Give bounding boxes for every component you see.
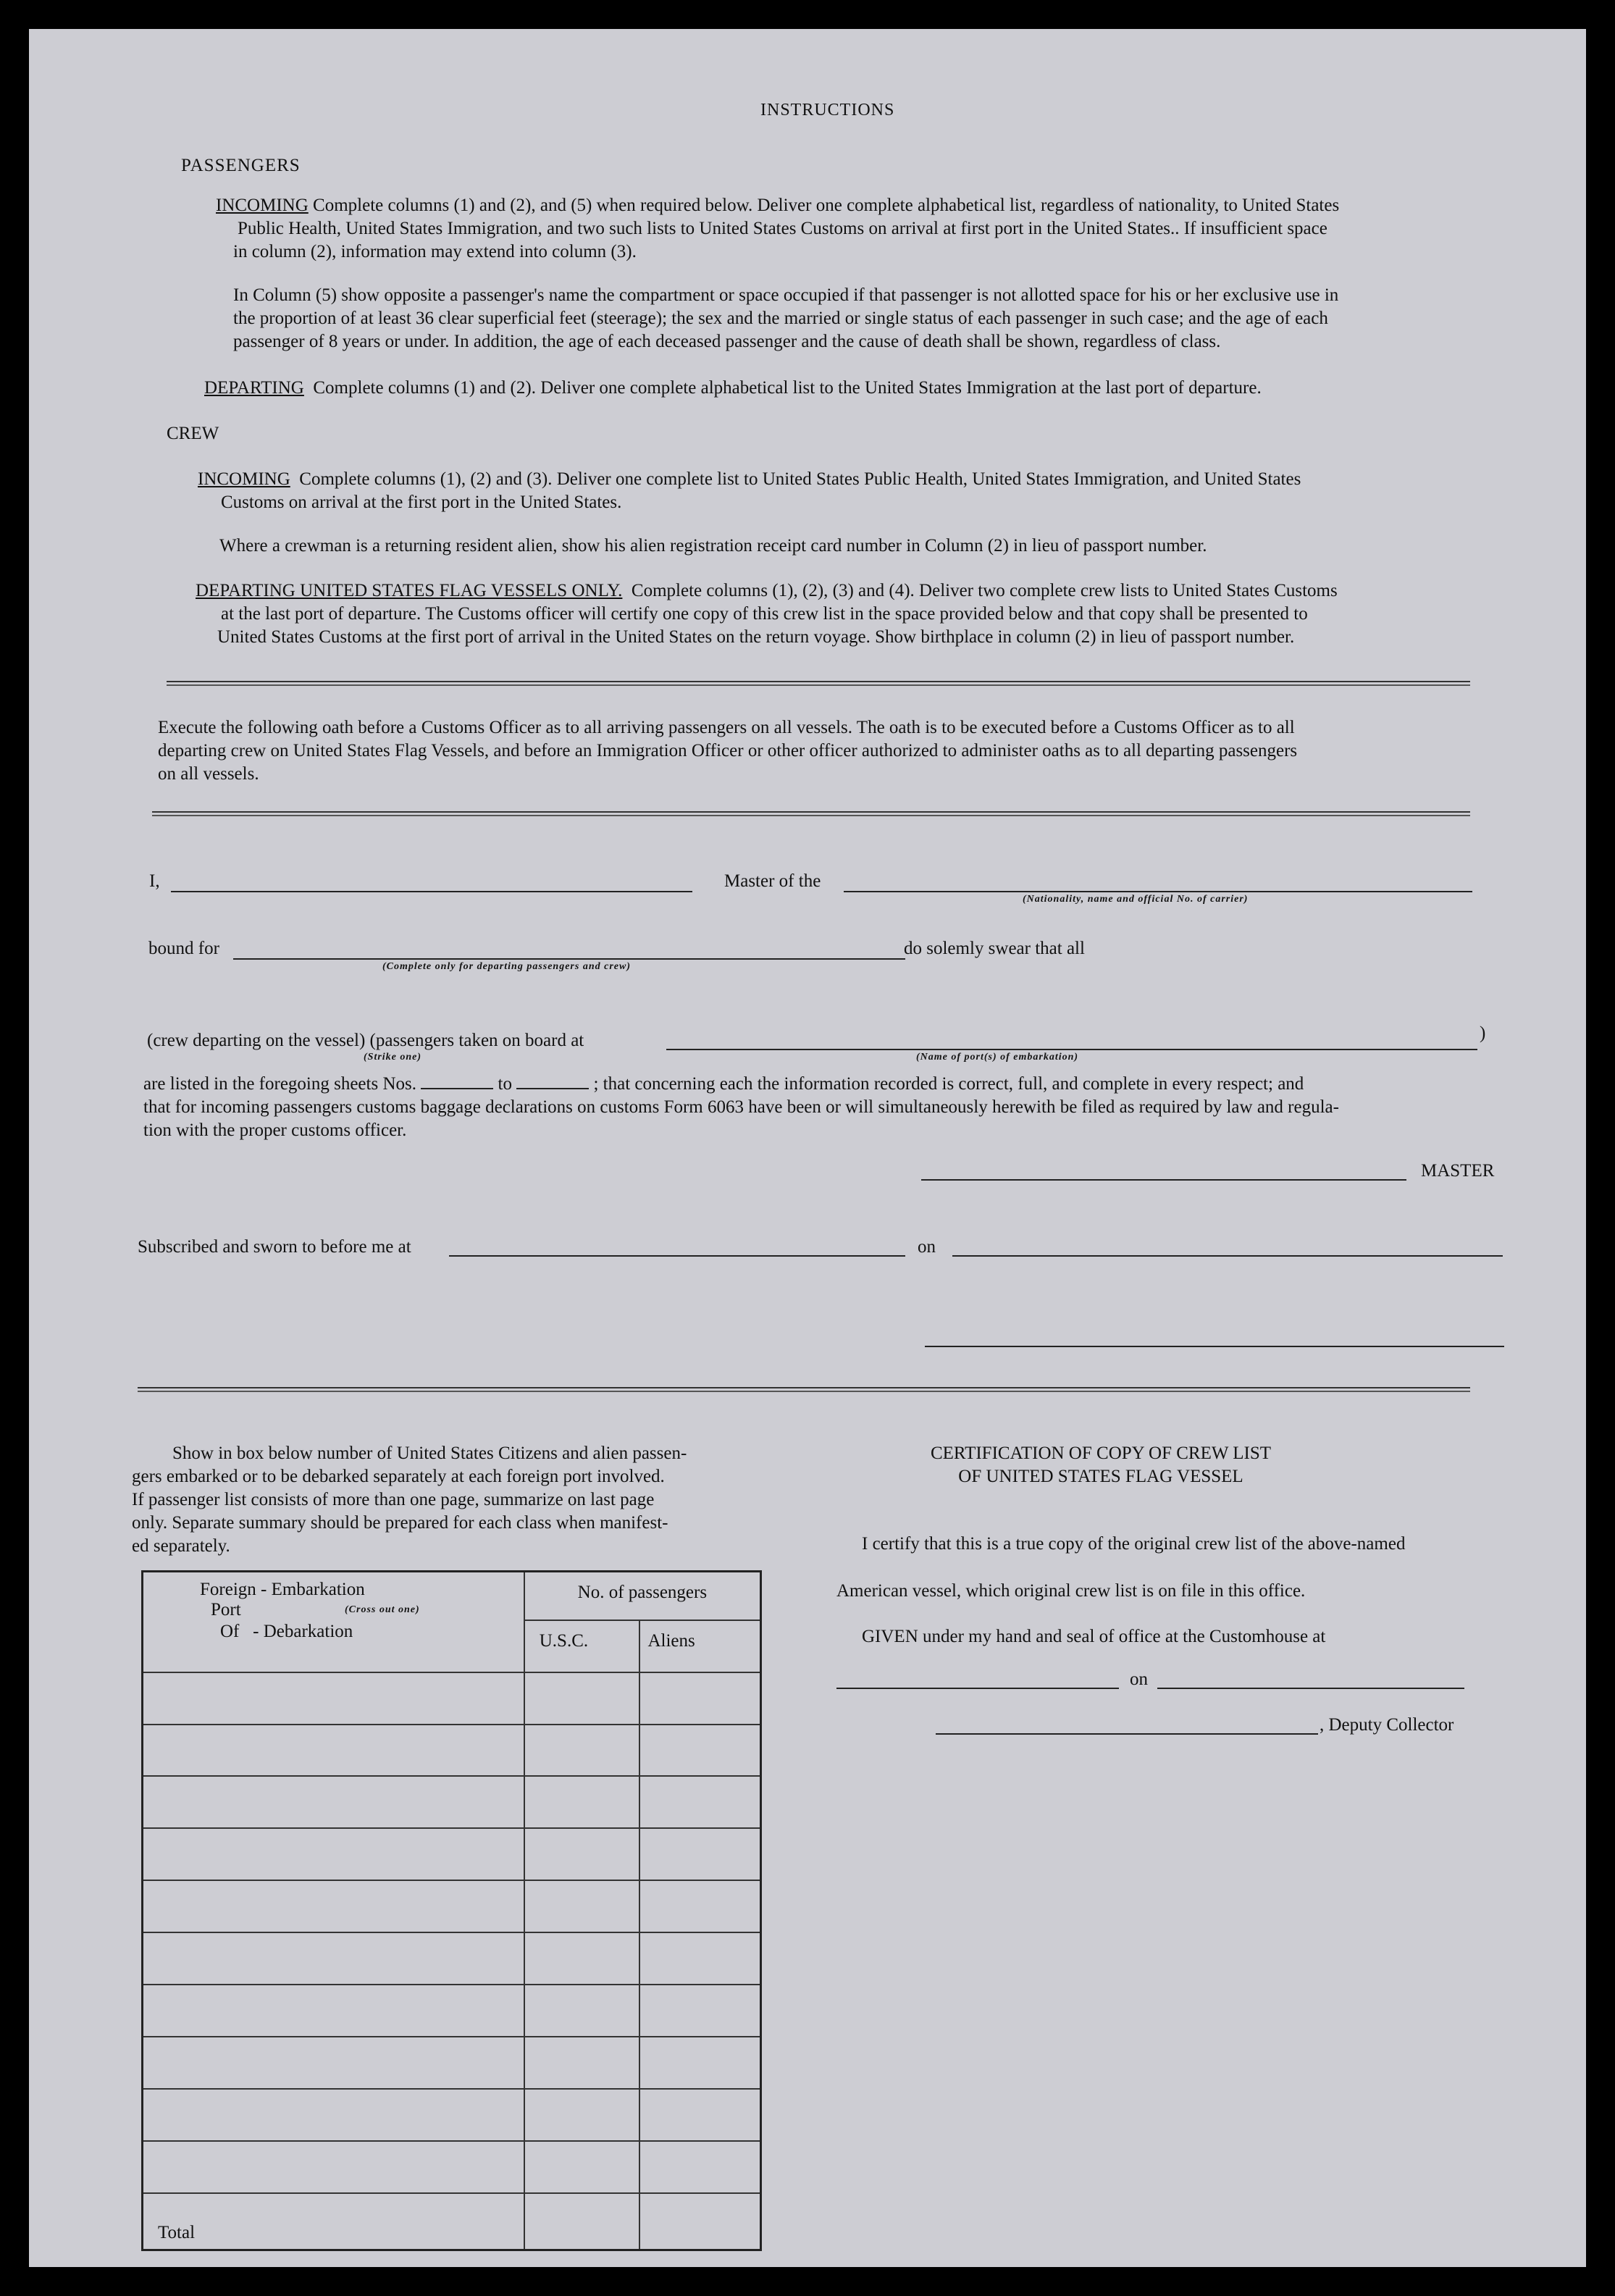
table-row <box>143 2037 761 2089</box>
summary-note-line5: ed separately. <box>132 1536 230 1556</box>
certification-date-field[interactable] <box>1157 1688 1464 1689</box>
table-row <box>143 2141 761 2193</box>
deputy-collector-label: , Deputy Collector <box>1320 1715 1454 1735</box>
section-divider <box>167 681 1470 686</box>
aliens-cell[interactable] <box>639 1828 760 1880</box>
certification-title-line1: CERTIFICATION OF COPY OF CREW LIST <box>930 1444 1272 1463</box>
column5-line2: the proportion of at least 36 clear superficial feet (steerage); the sex and the married or single status of each passenger in such case; and the age of each <box>233 309 1328 328</box>
usc-cell[interactable] <box>524 1932 640 1985</box>
column5-line3: passenger of 8 years or under. In addition, the age of each deceased passenger and the cause of death shall be shown, regardless of class. <box>233 332 1221 351</box>
sworn-on-label: on <box>918 1237 936 1257</box>
master-name-field[interactable] <box>171 891 692 892</box>
column5-line1: In Column (5) show opposite a passenger's name the compartment or space occupied if that passenger is not allotted space for his or her exclusive use in <box>233 285 1339 305</box>
crew-departing-line2: at the last port of departure. The Customs officer will certify one copy of this crew list in the space provided below and that copy shall be presented to <box>221 604 1308 624</box>
oath-intro-line2: departing crew on United States Flag Vessels, and before an Immigration Officer or other officer authorized to administer oaths as to all departing passengers <box>158 741 1298 761</box>
certification-line1: I certify that this is a true copy of the original crew list of the above-named <box>862 1534 1406 1554</box>
port-cell[interactable] <box>143 1776 524 1828</box>
table-row <box>143 1985 761 2037</box>
usc-cell[interactable] <box>524 2141 640 2193</box>
total-usc-cell[interactable] <box>524 2193 640 2250</box>
passengers-incoming-line1: INCOMING Complete columns (1) and (2), and (5) when required below. Deliver one complete alphabetical list, regardless of nationality, to United States <box>216 196 1340 215</box>
aliens-cell[interactable] <box>639 1725 760 1777</box>
passengers-incoming-line2: Public Health, United States Immigration, and two such lists to United States Customs on arrival at first port in the United States.. If insufficient space <box>238 219 1327 238</box>
total-row <box>143 2193 761 2250</box>
table-row <box>143 2089 761 2141</box>
total-aliens-cell[interactable] <box>639 2193 760 2250</box>
sworn-location-field[interactable] <box>449 1255 905 1257</box>
usc-cell[interactable] <box>524 1985 640 2037</box>
port-cell[interactable] <box>143 1985 524 2037</box>
usc-cell[interactable] <box>524 2037 640 2089</box>
summary-note-line3: If passenger list consists of more than one page, summarize on last page <box>132 1490 655 1509</box>
passenger-summary-table <box>141 1570 762 2251</box>
bound-for-label: bound for <box>148 939 219 958</box>
officer-signature-field[interactable] <box>925 1346 1504 1347</box>
certification-title-line2: OF UNITED STATES FLAG VESSEL <box>958 1467 1243 1486</box>
usc-cell[interactable] <box>524 1880 640 1932</box>
crew-departing-label: DEPARTING UNITED STATES FLAG VESSELS ONLY. <box>196 581 623 600</box>
passengers-departing-label: DEPARTING <box>204 378 304 398</box>
master-label: MASTER <box>1421 1161 1495 1181</box>
usc-cell[interactable] <box>524 1776 640 1828</box>
complete-caption: (Complete only for departing passengers and crew) <box>382 961 631 972</box>
aliens-cell[interactable] <box>639 2037 760 2089</box>
swear-text: do solemly swear that all <box>904 939 1085 958</box>
listed-line3: tion with the proper customs officer. <box>143 1120 407 1140</box>
certification-on-label: on <box>1130 1669 1148 1689</box>
usc-header: U.S.C. <box>524 1620 640 1672</box>
master-signature-field[interactable] <box>921 1179 1406 1181</box>
oath-intro-line3: on all vessels. <box>158 764 259 784</box>
aliens-cell[interactable] <box>639 1985 760 2037</box>
nationality-caption: (Nationality, name and official No. of carrier) <box>1023 894 1249 905</box>
sheet-from-field[interactable] <box>421 1088 493 1089</box>
summary-note-line4: only. Separate summary should be prepared for each class when manifest- <box>132 1513 668 1533</box>
summary-note-line1: Show in box below number of United States Citizens and alien passen- <box>172 1444 687 1463</box>
certification-line3: GIVEN under my hand and seal of office at the Customhouse at <box>862 1627 1326 1646</box>
table-row <box>143 1880 761 1932</box>
carrier-field[interactable] <box>844 891 1472 892</box>
crew-incoming-line2: Customs on arrival at the first port in the United States. <box>221 493 622 512</box>
port-header-cell: Foreign - Embarkation Port (Cross out one) Of - Debarkation <box>143 1572 524 1672</box>
oath-divider <box>152 811 1470 816</box>
passengers-incoming-label: INCOMING <box>216 196 309 215</box>
port-cell[interactable] <box>143 1672 524 1725</box>
close-paren: ) <box>1480 1023 1486 1043</box>
usc-cell[interactable] <box>524 1672 640 1725</box>
listed-line2: that for incoming passengers customs baggage declarations on customs Form 6063 have been or will simultaneously herewith be filed as required by law and regula- <box>143 1097 1339 1117</box>
aliens-cell[interactable] <box>639 1932 760 1985</box>
port-cell[interactable] <box>143 1932 524 1985</box>
customhouse-location-field[interactable] <box>836 1688 1119 1689</box>
crew-departing-line3: United States Customs at the first port of arrival in the United States on the return voyage. Show birthplace in column (2) in lieu of passport number. <box>217 627 1295 647</box>
no-of-passengers-header: No. of passengers <box>524 1572 761 1620</box>
bound-for-field[interactable] <box>233 958 905 960</box>
passengers-heading: PASSENGERS <box>181 156 301 175</box>
embarkation-port-field[interactable] <box>666 1049 1477 1050</box>
master-of-label: Master of the <box>724 871 821 891</box>
passengers-departing: DEPARTING Complete columns (1) and (2). Deliver one complete alphabetical list to the United States Immigration at the last port of departure. <box>204 378 1262 398</box>
crew-departing-text: (crew departing on the vessel) (passengers taken on board at <box>147 1031 584 1050</box>
deputy-collector-signature-field[interactable] <box>936 1733 1318 1735</box>
summary-note-line2: gers embarked or to be debarked separately at each foreign port involved. <box>132 1467 665 1486</box>
table-row <box>143 1828 761 1880</box>
certification-line2: American vessel, which original crew list is on file in this office. <box>836 1581 1306 1601</box>
aliens-cell[interactable] <box>639 2141 760 2193</box>
aliens-cell[interactable] <box>639 2089 760 2141</box>
sworn-date-field[interactable] <box>952 1255 1503 1257</box>
total-label: Total <box>143 2193 524 2250</box>
usc-cell[interactable] <box>524 1725 640 1777</box>
usc-cell[interactable] <box>524 2089 640 2141</box>
aliens-cell[interactable] <box>639 1776 760 1828</box>
aliens-cell[interactable] <box>639 1672 760 1725</box>
port-cell[interactable] <box>143 2089 524 2141</box>
port-cell[interactable] <box>143 2037 524 2089</box>
aliens-cell[interactable] <box>639 1880 760 1932</box>
sheet-to-field[interactable] <box>516 1088 589 1089</box>
form-page <box>29 29 1586 2267</box>
crew-resident-alien: Where a crewman is a returning resident alien, show his alien registration receipt card number in Column (2) in lieu of passport number. <box>219 536 1207 556</box>
crew-incoming-label: INCOMING <box>198 469 290 489</box>
page-title: INSTRUCTIONS <box>760 101 895 120</box>
oath-intro-line1: Execute the following oath before a Customs Officer as to all arriving passengers on all vessels. The oath is to be executed before a Customs Officer as to all <box>158 718 1295 737</box>
table-row <box>143 1725 761 1777</box>
passengers-incoming-line3: in column (2), information may extend into column (3). <box>233 242 637 261</box>
oath-i-label: I, <box>149 871 160 891</box>
crew-incoming-line1: INCOMING Complete columns (1), (2) and (3). Deliver one complete list to United States Public Health, United States Immigration, and United States <box>198 469 1301 489</box>
table-row <box>143 1932 761 1985</box>
table-header-row <box>143 1572 761 1620</box>
table-row <box>143 1776 761 1828</box>
listed-line1: are listed in the foregoing sheets Nos. to ; that concerning each the information recorded is correct, full, and complete in every respect; and <box>143 1074 1304 1094</box>
port-caption: (Name of port(s) of embarkation) <box>916 1052 1079 1063</box>
crew-departing-line1: DEPARTING UNITED STATES FLAG VESSELS ONLY. Complete columns (1), (2), (3) and (4). Deliver two complete crew lists to United States Customs <box>196 581 1338 600</box>
oath-bottom-divider <box>138 1387 1470 1392</box>
subscribed-label: Subscribed and sworn to before me at <box>138 1237 411 1257</box>
port-cell[interactable] <box>143 1880 524 1932</box>
crew-heading: CREW <box>167 424 219 443</box>
port-cell[interactable] <box>143 1828 524 1880</box>
port-cell[interactable] <box>143 1725 524 1777</box>
aliens-header: Aliens <box>639 1620 760 1672</box>
port-cell[interactable] <box>143 2141 524 2193</box>
table-row <box>143 1672 761 1725</box>
strike-caption: (Strike one) <box>364 1052 422 1063</box>
usc-cell[interactable] <box>524 1828 640 1880</box>
